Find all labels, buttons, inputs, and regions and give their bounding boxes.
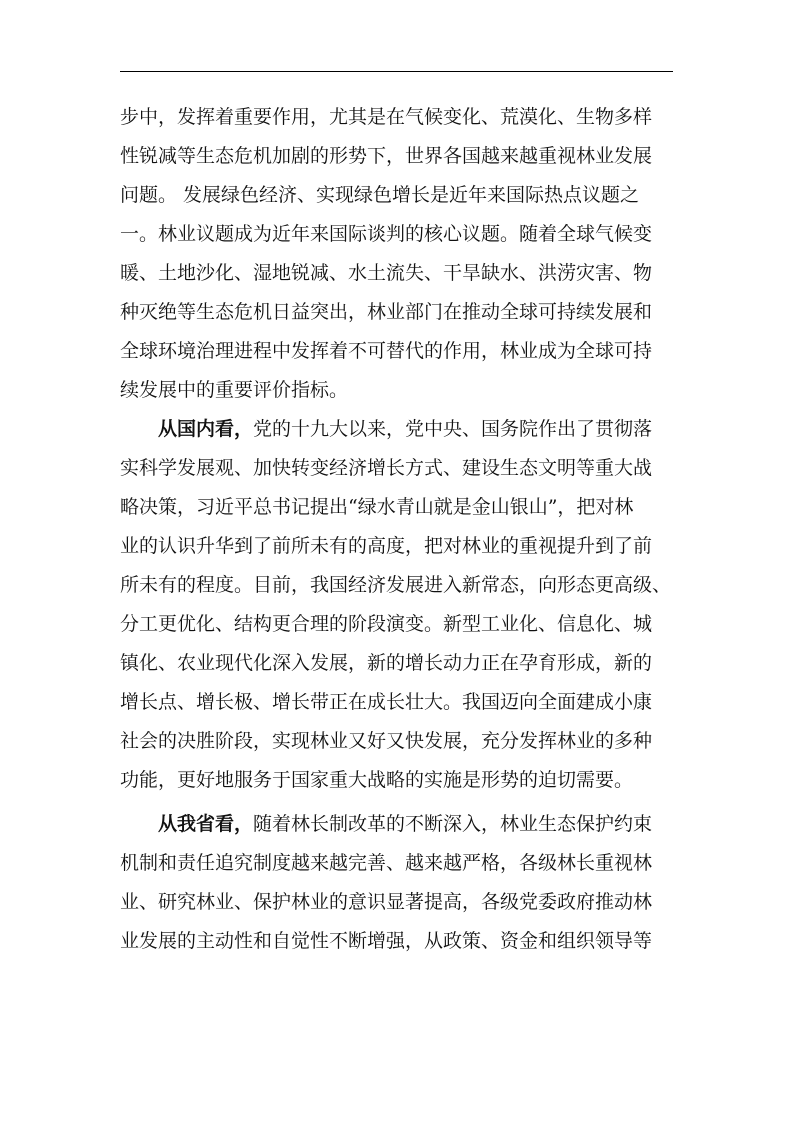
text-line: 增长点、增长极、增长带正在成长壮大。我国迈向全面建成小康 [120, 691, 653, 713]
text-line: 暖、土地沙化、湿地锐减、水土流失、干旱缺水、洪涝灾害、物 [120, 262, 653, 284]
paragraph-heading: 从我省看， [158, 813, 254, 835]
text-line: 业发展的主动性和自觉性不断增强，从政策、资金和组织领导等 [120, 930, 653, 952]
paragraph-domestic [120, 410, 673, 800]
text-line: 步中，发挥着重要作用，尤其是在气候变化、荒漠化、生物多样 [120, 106, 653, 128]
document-body [120, 98, 673, 961]
text-run: 随着林长制改革的不断深入，林业生态保护约束 [253, 813, 653, 835]
paragraph-international [120, 98, 673, 410]
text-line: 社会的决胜阶段，实现林业又好又快发展，充分发挥林业的多种 [120, 730, 653, 752]
header-rule [120, 71, 673, 72]
text-line: 机制和责任追究制度越来越完善、越来越严格，各级林长重视林 [120, 852, 653, 874]
text-line: 一。林业议题成为近年来国际谈判的核心议题。随着全球气候变 [120, 223, 653, 245]
paragraph-heading: 从国内看， [158, 418, 254, 440]
text-line: 业、研究林业、保护林业的意识显著提高，各级党委政府推动林 [120, 891, 653, 913]
text-line: 种灭绝等生态危机日益突出，林业部门在推动全球可持续发展和 [120, 301, 653, 323]
text-line: 全球环境治理进程中发挥着不可替代的作用，林业成为全球可持 [120, 340, 653, 362]
text-line: 分工更优化、结构更合理的阶段演变。新型工业化、信息化、城 [120, 613, 653, 635]
paragraph-first-line [120, 805, 673, 844]
text-run: 党的十九大以来，党中央、国务院作出了贯彻落 [253, 418, 653, 440]
text-line: 问题。 发展绿色经济、实现绿色增长是近年来国际热点议题之 [120, 184, 640, 206]
paragraph-province [120, 805, 673, 961]
text-line: 实科学发展观、加快转变经济增长方式、建设生态文明等重大战 [120, 457, 653, 479]
text-line: 略决策，习近平总书记提出“绿水青山就是金山银山”，把对林 [120, 496, 634, 518]
paragraph-first-line [120, 410, 673, 449]
text-line: 镇化、农业现代化深入发展，新的增长动力正在孕育形成，新的 [120, 652, 653, 674]
text-line: 业的认识升华到了前所未有的高度，把对林业的重视提升到了前 [120, 535, 653, 557]
text-line: 续发展中的重要评价指标。 [120, 379, 349, 401]
text-line: 所未有的程度。目前，我国经济发展进入新常态，向形态更高级、 [120, 574, 672, 596]
text-line: 性锐减等生态危机加剧的形势下，世界各国越来越重视林业发展 [120, 145, 653, 167]
text-line: 功能，更好地服务于国家重大战略的实施是形势的迫切需要。 [120, 769, 634, 791]
